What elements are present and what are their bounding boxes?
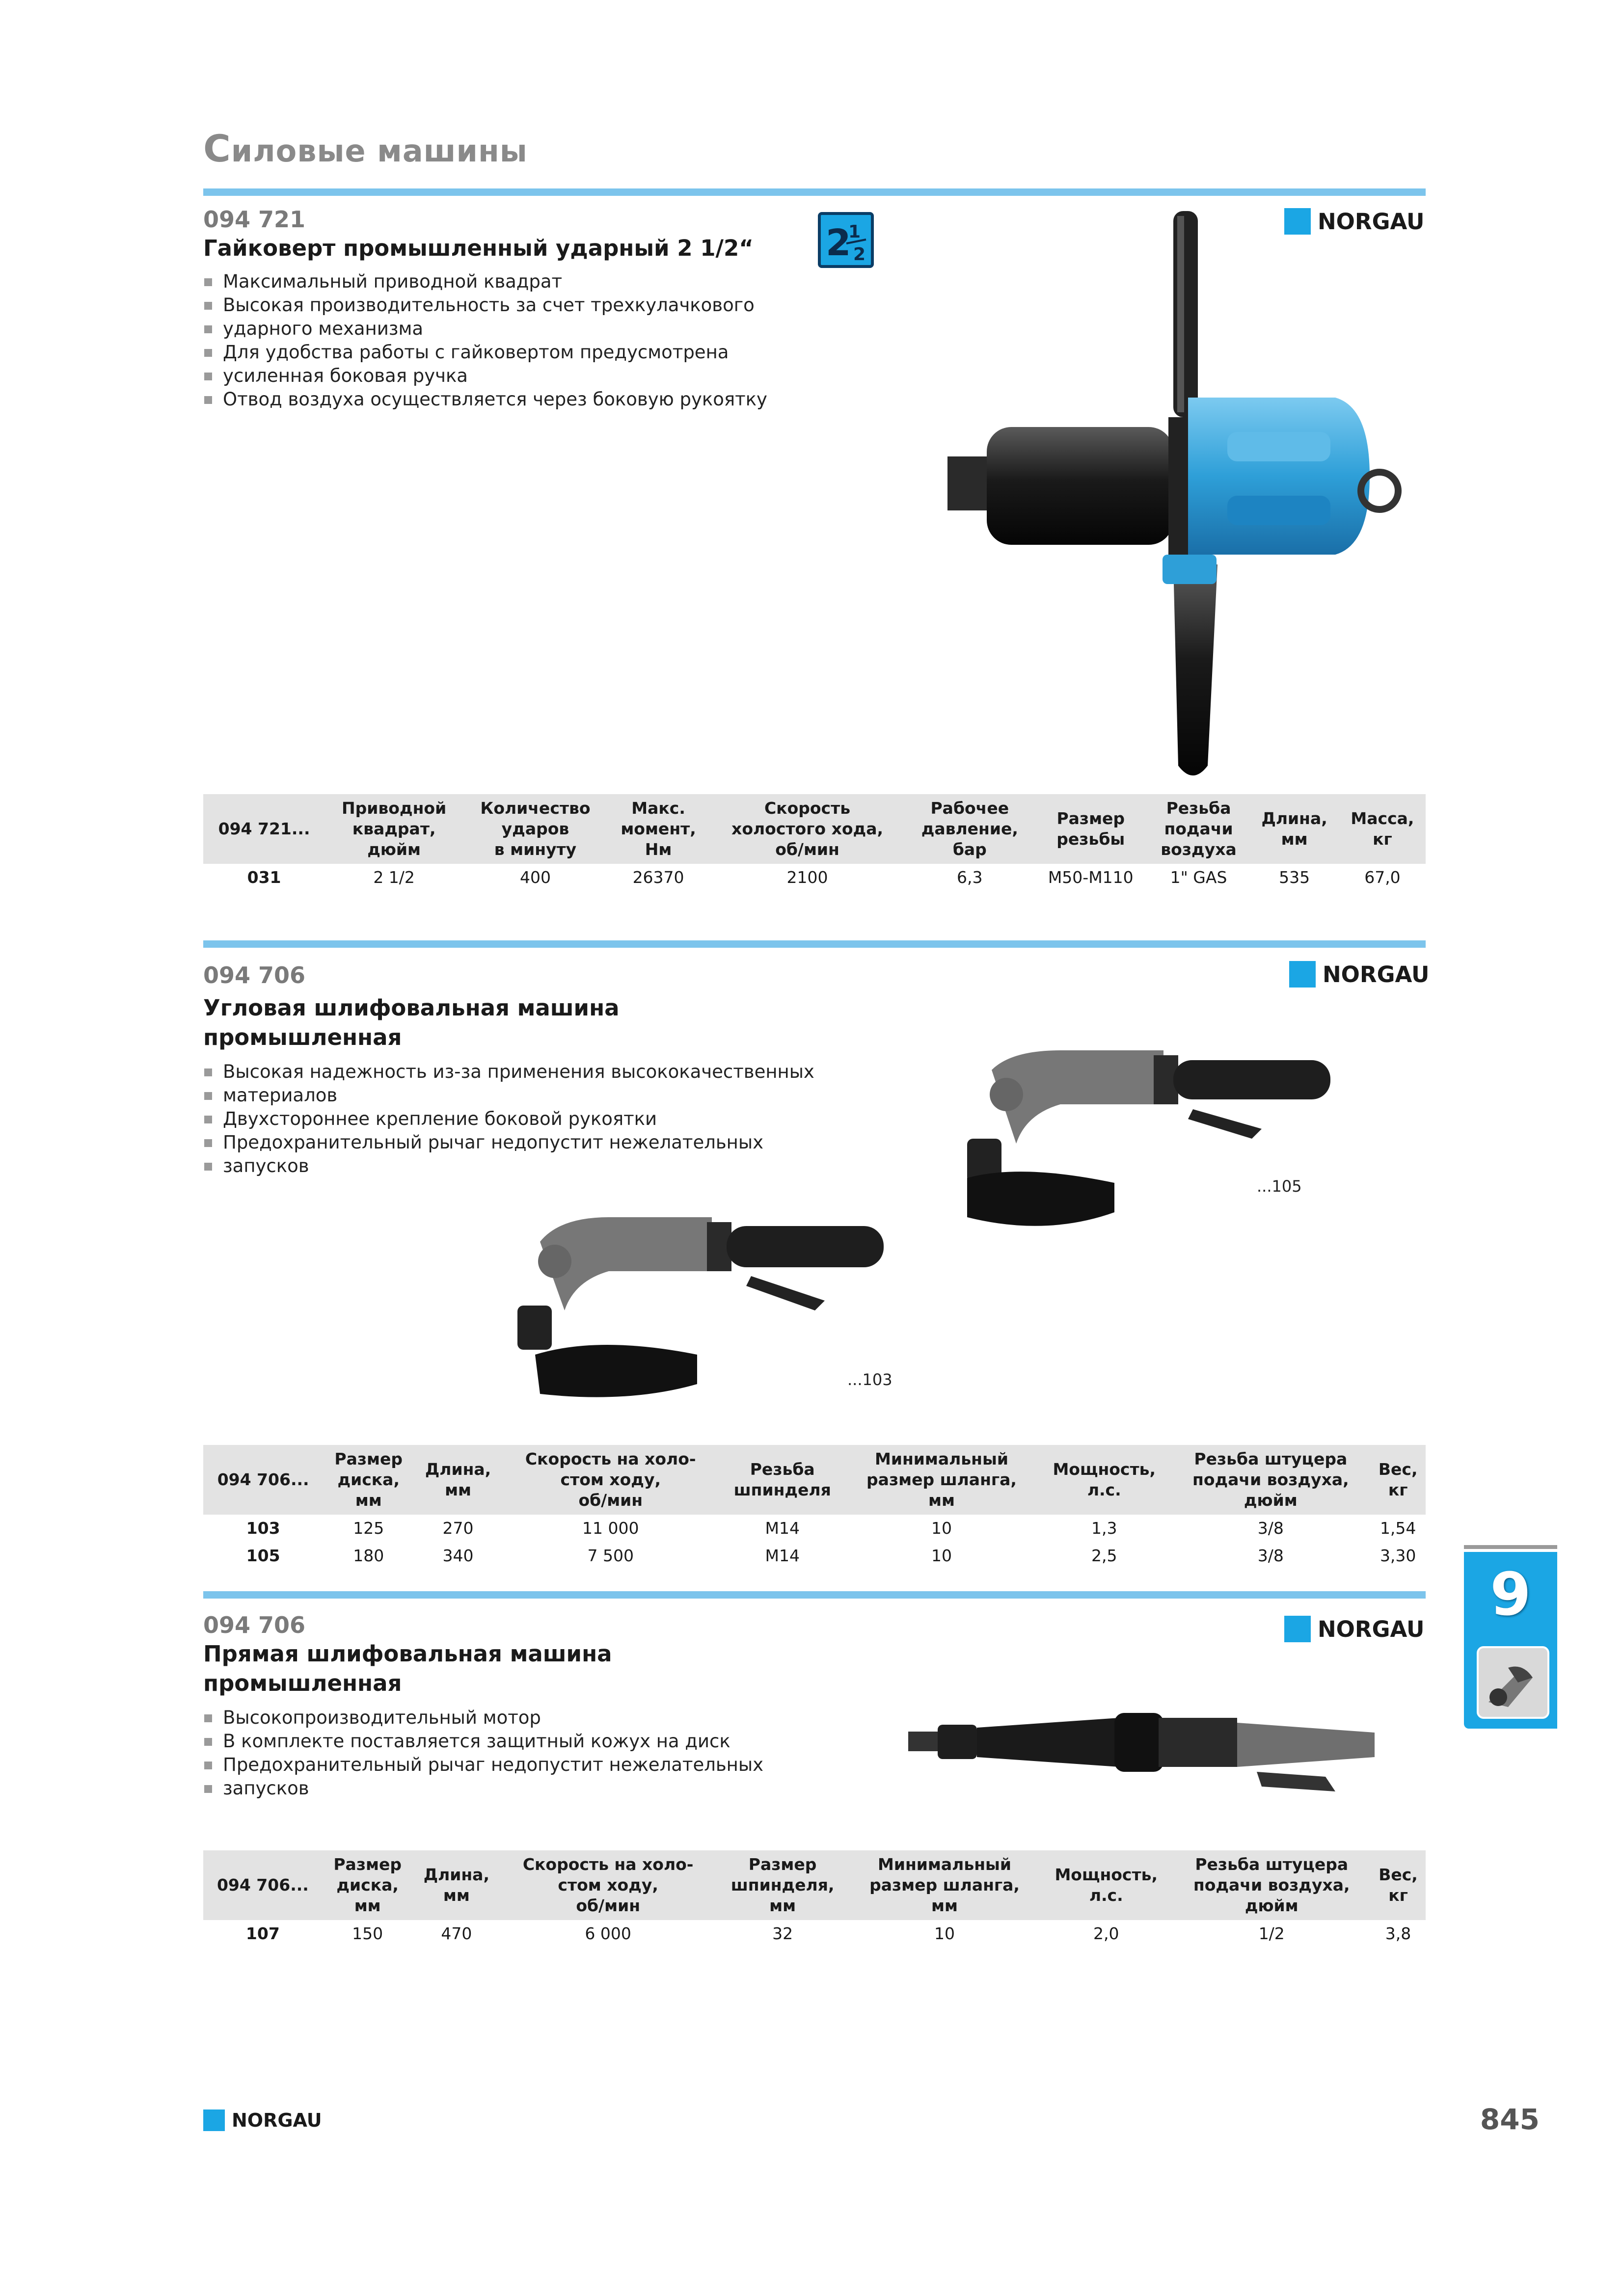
table-cell: 2,5 [1091,1546,1117,1565]
badge-denominator: 2 [853,244,866,265]
feature-item: Максимальный приводной квадрат [203,270,792,294]
table-cell: M50-M110 [1048,868,1134,887]
table-cell: 107 [245,1924,280,1943]
badge-numerator: 1 [848,222,861,242]
section-tab-number: 9 [1490,1561,1531,1629]
page-number: 845 [1480,2103,1540,2136]
table-cell: 535 [1279,868,1310,887]
table-cell: 6 000 [585,1924,631,1943]
product-title-3-line2: промышленная [203,1670,402,1696]
column-header: Размер диска, мм [323,1445,414,1515]
column-header: Размер шпинделя, мм [716,1850,849,1920]
badge-whole: 2 [826,222,851,264]
table-cell: 1" GAS [1170,868,1227,887]
table-cell: 150 [352,1924,383,1943]
feature-item: запусков [203,1154,822,1178]
angle-grinder-105-image [947,1041,1355,1247]
table-cell: 67,0 [1364,868,1401,887]
angle-grinder-103-image [511,1207,903,1414]
column-header: Скорость на холо- стом ходу, об/мин [502,1445,719,1515]
section-divider-3 [203,1591,1426,1599]
table-header-row [203,1445,1426,1515]
column-header: Приводной квадрат, дюйм [325,794,463,864]
section-divider-2 [203,940,1426,948]
column-header: Рабочее давление, бар [906,794,1034,864]
feature-item: Предохранительный рычаг недопустит нежелательных [203,1131,822,1154]
column-header: Вес, кг [1371,1850,1426,1920]
column-header: Длина, мм [1249,794,1339,864]
section-divider-1 [203,188,1426,196]
brand-name-2: NORGAU [1323,961,1430,988]
column-header: Скорость на холо- стом ходу, об/мин [500,1850,716,1920]
brand-name-1: NORGAU [1318,208,1425,235]
product-code-3: 094 706 [203,1612,306,1638]
table-cell: 6,3 [957,868,983,887]
feature-item: Для удобства работы с гайковертом предусмотрена [203,341,792,364]
footer-brand [203,2109,322,2131]
feature-item: материалов [203,1084,822,1107]
table-cell: 180 [353,1546,384,1565]
column-header: Мощность, л.с. [1037,1445,1171,1515]
product-code-2: 094 706 [203,962,306,988]
table-cell: 10 [931,1519,952,1538]
spec-table-2 [203,1445,1426,1570]
table-cell: 031 [247,868,281,887]
table-cell: 1/2 [1258,1924,1285,1943]
table-cell: M14 [765,1519,800,1538]
feature-item: Высокая производительность за счет трехкулачкового [203,294,792,317]
product-title-3-line1: Прямая шлифовальная машина [203,1641,612,1667]
table-cell: 3,8 [1385,1924,1411,1943]
page-title-rest: иловые машины [231,133,528,169]
section-tab[interactable] [1464,1552,1557,1729]
table-cell: 10 [934,1924,955,1943]
feature-item: Высокая надежность из-за применения высококачественных [203,1060,822,1084]
column-header: 094 721... [203,794,325,864]
table-cell: 125 [353,1519,384,1538]
feature-item: В комплекте поставляется защитный кожух на диск [203,1730,822,1753]
product-title-1: Гайковерт промышленный ударный 2 1/2“ [203,235,754,261]
brand-square-icon [1284,1616,1311,1642]
column-header: Макс. момент, Нм [608,794,709,864]
impact-wrench-image [893,201,1443,785]
product-title-2-line2: промышленная [203,1024,402,1050]
column-header: Минимальный размер шланга, мм [849,1850,1040,1920]
brand-name-3: NORGAU [1318,1616,1425,1642]
brand-square-icon [203,2109,225,2131]
table-cell: 11 000 [582,1519,639,1538]
column-header: Длина, мм [413,1850,501,1920]
variant-label-103: ...103 [847,1370,893,1389]
table-cell: 340 [442,1546,474,1565]
column-header: Масса, кг [1339,794,1426,864]
brand-logo-2 [1289,961,1430,988]
grinder-icon [1477,1646,1549,1719]
straight-grinder-image [903,1703,1384,1811]
table-cell: 2100 [786,868,828,887]
page-title [203,127,528,170]
column-header: Вес, кг [1370,1445,1426,1515]
table-cell: 2 1/2 [373,868,415,887]
table-cell: 32 [772,1924,793,1943]
table-header-row [203,794,1426,864]
table-row [203,1920,1426,1948]
table-cell: 3/8 [1257,1546,1284,1565]
table-cell: 26370 [632,868,684,887]
table-header-row [203,1850,1426,1920]
feature-item: Отвод воздуха осуществляется через боковую рукоятку [203,388,792,411]
brand-square-icon [1289,961,1316,988]
table-cell: 1,54 [1380,1519,1416,1538]
table-cell: 7 500 [587,1546,634,1565]
feature-item: Высокопроизводительный мотор [203,1706,822,1730]
column-header: Мощность, л.с. [1040,1850,1172,1920]
feature-item: Двухстороннее крепление боковой рукоятки [203,1107,822,1131]
column-header: Резьба шпинделя [719,1445,846,1515]
feature-item: ударного механизма [203,317,792,341]
column-header: Размер резьбы [1034,794,1148,864]
column-header: 094 706... [203,1850,323,1920]
table-cell: 103 [246,1519,280,1538]
table-cell: 400 [519,868,551,887]
spec-table-1 [203,794,1426,891]
footer-brand-name: NORGAU [232,2109,322,2131]
table-cell: 10 [931,1546,952,1565]
column-header: Количество ударов в минуту [463,794,608,864]
feature-list-1 [203,270,792,411]
column-header: Размер диска, мм [323,1850,413,1920]
brand-logo-3 [1284,1616,1425,1642]
table-row [203,1515,1426,1542]
product-title-2-line1: Угловая шлифовальная машина [203,995,620,1021]
table-row [203,1542,1426,1570]
column-header: Скорость холостого хода, об/мин [709,794,906,864]
column-header: Резьба подачи воздуха [1148,794,1250,864]
table-row [203,864,1426,891]
column-header: Резьба штуцера подачи воздуха, дюйм [1171,1445,1370,1515]
feature-item: запусков [203,1777,822,1800]
feature-list-3 [203,1706,822,1800]
table-cell: 2,0 [1093,1924,1119,1943]
feature-item: усиленная боковая ручка [203,364,792,388]
table-cell: 470 [441,1924,472,1943]
product-code-1: 094 721 [203,206,306,233]
column-header: 094 706... [203,1445,323,1515]
table-cell: 3/8 [1257,1519,1284,1538]
column-header: Длина, мм [414,1445,502,1515]
spec-table-3 [203,1850,1426,1948]
feature-list-2 [203,1060,822,1178]
column-header: Минимальный размер шланга, мм [846,1445,1037,1515]
page-title-cap: С [203,127,231,170]
table-cell: 270 [442,1519,474,1538]
column-header: Резьба штуцера подачи воздуха, дюйм [1172,1850,1371,1920]
table-cell: 105 [246,1546,280,1565]
section-tab-rule [1464,1545,1557,1549]
size-badge-graphic [821,215,871,265]
table-cell: 1,3 [1091,1519,1117,1538]
table-cell: 3,30 [1380,1546,1416,1565]
table-cell: M14 [765,1546,800,1565]
size-badge [818,212,874,268]
variant-label-105: ...105 [1257,1177,1302,1196]
feature-item: Предохранительный рычаг недопустит нежелательных [203,1753,822,1777]
